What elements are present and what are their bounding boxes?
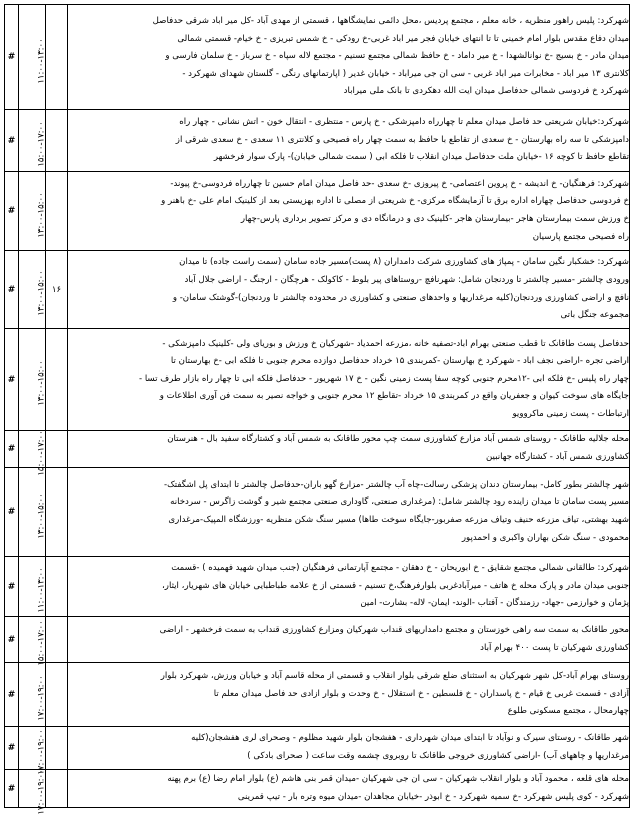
schedule-row <box>5 5 630 110</box>
description-line: آزادی - قسمت غربی خ قیام - خ پاسداران - خ فلسطین - خ استقلال - خ وحدت و بلوار ازادی حد فاصل میدان معلم تا <box>213 688 629 699</box>
description-line: مسیر پست سامان تا میدان زاینده رود چالشتر شامل: (مرغداری صنعتی، گاوداری صنعتی مجتمع شیر و گوشت زاگرس - سردخانه <box>170 497 629 508</box>
time-range: ۱۵:۰۰-۱۷:۰۰ <box>36 620 47 666</box>
time-range: ۱۷:۰۰-۱۹:۰۰ <box>36 728 47 775</box>
row-marker: # <box>5 663 19 727</box>
row-marker: # <box>5 431 19 468</box>
description-line: محور طاقانک به سمت سه راهی خوزستان و مجتمع دامداریهای قنداب شهرکیان ومزارع کشاورزی قنداب به سمت فرخشهر - اراضی <box>159 624 629 635</box>
schedule-body <box>5 5 630 815</box>
row-marker: # <box>5 727 19 770</box>
description-line: پژمان و خوارزمی -جهاد- رزمندگان - آفتاب -الوند- ایمان- لاله- بشارت- امین <box>360 598 629 609</box>
description-line: کلانتری ۱۳ میر اباد - مخابرات میر اباد غربی - سی ان جی میراباد - خیابان غدیر ( اپارتمانهای رنگی - گلستان شهدای شهرکرد - <box>182 68 629 79</box>
schedule-row <box>5 110 630 172</box>
schedule-row <box>5 727 630 770</box>
description-line: دامپزشکی تا سه راه بهارستان - خ سعدی از تقاطع با حافظ به سمت چهار راه فصیحی و کلانتری ۱۱ سعدی - خ سعدی شرقی از <box>175 134 629 145</box>
time-range: ۱۷:۰۰-۱۹:۰۰ <box>36 769 47 815</box>
area-description <box>68 5 630 110</box>
row-marker: # <box>5 617 19 663</box>
description-line: جنوبی میدان مادر و پارک محله خ هاتف - میرآبادغربی بلوارفرهنگ،خ تسنیم - قسمتی از خ علامه طباطبایی خیابان های شهریار، ایثار، <box>162 580 629 591</box>
time-range-cell <box>19 617 47 666</box>
area-description <box>68 557 630 617</box>
description-line: چهار راه پلیس -خ فلکه ابی -۱۲محرم جنوبی کوچه سفا پست زمینی نگین - خ ۱۷ شهریور - حدفاصل فلکه ابی تا چهار راه بازار طرف تسا - <box>138 373 629 384</box>
description-line: روستای بهرام آباد-کل شهر شهرکیان به استثنای ضلع شرقی بلوار انقلاب و قسمتی از محله قاسم آباد و خیابان ورزش، شهرکرد بلوار <box>160 671 629 682</box>
description-line: چهارمحال ، مجتمع مسکونی طلوع <box>507 706 629 717</box>
time-range: ۱۳:۰۰-۱۵:۰۰ <box>36 492 47 539</box>
time-range-cell <box>19 727 47 775</box>
description-line: شهرکرد خ فردوسی شمالی حدفاصل میدان ایت الله دهکردی تا بانک ملی میراباد <box>343 86 629 97</box>
area-description <box>68 329 630 431</box>
description-line: خ ورزش سمت بیمارستان هاجر -بیمارستان هاجر -کلینیک دی و درمانگاه دی و مرکز تصویر برداری پارس-چهار <box>240 214 629 224</box>
time-range-cell <box>19 468 46 557</box>
description-line: شهرکرد: طالقانی شمالی مجتمع شقایق - خ ابوریحان - خ دهقان - مجتمع آپارتمانی فرهنگیان (جنب میدان شهید فهمیده ) -قسمت <box>171 563 629 574</box>
day-cell <box>46 5 68 110</box>
description-line: خ فردوسی حدفاصل چهاراه اداره برق تا آزمایشگاه مرکزی- خ شریعتی از مصلی تا اداره بهزیستی بعد از کلینیک امام علی -خ باهنر و <box>161 196 629 207</box>
description-line: مجموعه جنگل باتی <box>560 310 629 321</box>
time-range-cell <box>19 557 46 617</box>
description-line: حدفاصل پست طاقانک تا قطب صنعتی بهرام اباد-تصفیه خانه ،مزرعه احمدیاد -شهرکیان خ ورزش و بوریای ولی -کلینیک دامپزشکی - <box>162 338 629 349</box>
row-marker: # <box>5 770 19 808</box>
time-range: ۱۳:۰۰-۱۵:۰۰ <box>36 360 47 406</box>
description-line: شهر چالشتر بطور کامل- بیمارستان دندان پزشکی رسالت-چاه آب چالشتر -مزارع گهو باران-حدفاصل چالشتر تا ابتدای پل اشگفتک- <box>164 479 629 490</box>
description-line: شهید بهشتی، تیاف مزرعه حنیف وتیاف مزرعه صفربور-جایگاه سوخت طاها) مسیر سنگ شکن منظریه -ورزشگاه المپیک-مرغداری <box>168 515 629 525</box>
day-cell <box>46 770 68 808</box>
day-cell <box>46 431 68 468</box>
day-cell: ۱۶ <box>46 251 68 329</box>
description-line: ارتباطات - پست زمینی ماکروویو <box>512 408 629 419</box>
area-description <box>68 770 630 808</box>
day-cell <box>46 329 68 431</box>
day-cell <box>46 617 68 663</box>
schedule-row <box>5 172 630 251</box>
time-range-cell <box>19 251 46 329</box>
time-range-cell <box>19 329 46 431</box>
time-range: ۱۵:۰۰-۱۷:۰۰ <box>36 121 47 167</box>
schedule-row <box>5 663 630 727</box>
area-description <box>68 468 630 557</box>
row-marker: # <box>5 251 19 329</box>
schedule-row <box>5 329 630 431</box>
description-line: میدان دفاع مقدس بلوار امام خمینی تا تا انتهای خیابان فجر میر اباد غربی-خ رودکی - خ شمس تبریزی - خ خیام- قسمتی شمالی <box>177 33 629 44</box>
day-cell <box>46 557 68 617</box>
area-description <box>68 663 630 727</box>
description-line: شهرکرد: پلیس راهور منظریه ، خانه معلم ، مجتمع پردیس ،محل دائمی نمایشگاهها ، قسمتی از مهدی آباد -کل میر اباد شرقی حدفاصل <box>152 16 629 27</box>
description-line: مرغداریها و چاههای آب) -اراضی کشاورزی خروجی طاقانک تا روبروی چشمه وقت ساعت ( صحرای بادکی ) <box>247 751 629 761</box>
row-marker: # <box>5 468 19 557</box>
row-marker: # <box>5 557 19 617</box>
description-line: شهرکرد: خشکبار نگین سامان - پمپاژ های کشاورزی شرکت دامداران (۸ پست)مسیر جاده سامان (سمت راست جاده) تا میدان <box>179 257 629 268</box>
description-line: شهرکرد:خیابان شریعتی حد فاصل میدان معلم تا چهارراه دامپزشکی - خ پارس - منتظری - انتقال خون - اتش نشانی - چهار راه <box>179 117 629 128</box>
row-marker: # <box>5 5 19 110</box>
description-line: تقاطع حافظ تا کوچه ۱۶ -خیابان ملت حدفاصل میدان انقلاب تا فلکه ابی ( سمت شمالی خیابان)- پارک سوار فرخشهر <box>213 152 629 163</box>
schedule-row <box>5 557 630 617</box>
description-line: میدان مادر - خ بسیج -خ نوانالشهدا - خ میر داماد - خ حافظ شمالی مجتمع تسنیم - مجتمع لاله سپاه - خ سرباز - خ سلمان فارسی و <box>165 51 629 62</box>
area-description <box>68 431 630 468</box>
time-range: ۱۳:۰۰-۱۵:۰۰ <box>36 270 47 316</box>
description-line: شهرکرد - کوی پلیس شهرکرد -خ سمیه شهرکرد - خ ابوذر -خیابان مجاهدان -میدان میوه وتره بار - تیپ قمرینی <box>237 791 629 802</box>
description-line: کشاورزی شمس آباد - کشتارگاه جهانبین <box>485 452 629 462</box>
schedule-row <box>5 617 630 663</box>
day-cell <box>46 663 68 727</box>
description-line: محمودی - سنگ شکن بهاران واکبری و احمدپور <box>461 532 629 543</box>
area-description <box>68 727 630 770</box>
description-line: کشاورزی شهرکیان تا پست ۴۰۰ بهرام آباد <box>480 642 629 653</box>
time-range: ۱۱:۰۰-۱۳:۰۰ <box>36 567 47 613</box>
area-description <box>68 617 630 663</box>
area-description <box>68 172 630 251</box>
time-range: ۱۳:۰۰-۱۵:۰۰ <box>36 191 47 238</box>
description-line: اراضی تجره -اراضی نجف اباد - شهرکرد خ بهارستان -کمربندی ۱۵ خرداد حدفاصل دوازده محرم جنوبی تا فلکه ابی -خ بهارستان تا <box>170 356 629 367</box>
description-line: محله های قلعه ، محمود آباد و بلوار انقلاب شهرکیان - سی ان جی شهرکیان -میدان قمر بنی هاشم (ع) بلوار امام رضا (ع) برم پهنه <box>167 773 629 784</box>
time-range-cell <box>19 5 46 110</box>
time-range-cell <box>19 769 47 815</box>
row-marker: # <box>5 172 19 251</box>
schedule-row <box>5 468 630 557</box>
description-line: محله جلالیه طاقانک - روستای شمس آباد مزارع کشاورزی سمت چپ محور طاقانک به شمس آباد و کشتارگاه سفید بال - هنرستان <box>167 434 629 445</box>
time-range-cell <box>19 429 47 476</box>
area-description <box>68 251 630 329</box>
row-marker: # <box>5 110 19 172</box>
outage-schedule-table <box>4 4 630 815</box>
day-cell <box>46 727 68 770</box>
schedule-row <box>5 770 630 808</box>
description-line: شهر طاقانک - روستای سیرک و نوآباد تا ابتدای میدان شهرداری - هفشجان بلوار شهید مظلوم - وصحرای لری هفشجان(کلیه <box>191 733 629 744</box>
description-line: جایگاه های سوخت کیوان و جعفریان واقع در کمربندی ۱۵ خرداد -تقاطع ۱۲ محرم جنوبی و خواجه نصیر به سمت فن آوری اطلاعات و <box>159 391 629 402</box>
schedule-row <box>5 431 630 468</box>
day-cell <box>46 172 68 251</box>
time-range-cell <box>19 110 46 172</box>
day-cell <box>46 110 68 172</box>
time-range-cell <box>19 663 46 727</box>
description-line: ورودی چالشتر -مسیر چالشتر تا وردنجان شامل: شهرنافچ -روستاهای پیر بلوط - کاکولک - هرچگان - ارجنگ - اراضی جلال آباد <box>184 274 629 285</box>
area-description <box>68 110 630 172</box>
day-cell <box>46 468 68 557</box>
time-range-cell <box>19 172 46 251</box>
time-range: ۱۵:۰۰-۱۷:۰۰ <box>36 429 47 476</box>
time-range: ۱۱:۰۰-۱۳:۰۰ <box>36 37 47 84</box>
description-line: نافچ و اراضی کشاورزی وردنجان(کلیه مرغداریها و واحدهای صنعتی و کشاورزی در محدوده چالشتر تا وردنجان)-گوشتک سامان- و <box>172 292 629 303</box>
description-line: راه فصیحی مجتمع پارسیان <box>532 231 629 242</box>
description-line: شهرکرد: فرهنگیان- خ اندیشه - خ پروین اعتصامی- خ پیروزی -خ سعدی -حد فاصل میدان امام حسین تا چهارراه فردوسی-خ پیوند- <box>170 178 629 189</box>
row-marker: # <box>5 329 19 431</box>
schedule-row <box>5 251 630 329</box>
time-range: ۱۷:۰۰-۱۹:۰۰ <box>36 675 47 721</box>
